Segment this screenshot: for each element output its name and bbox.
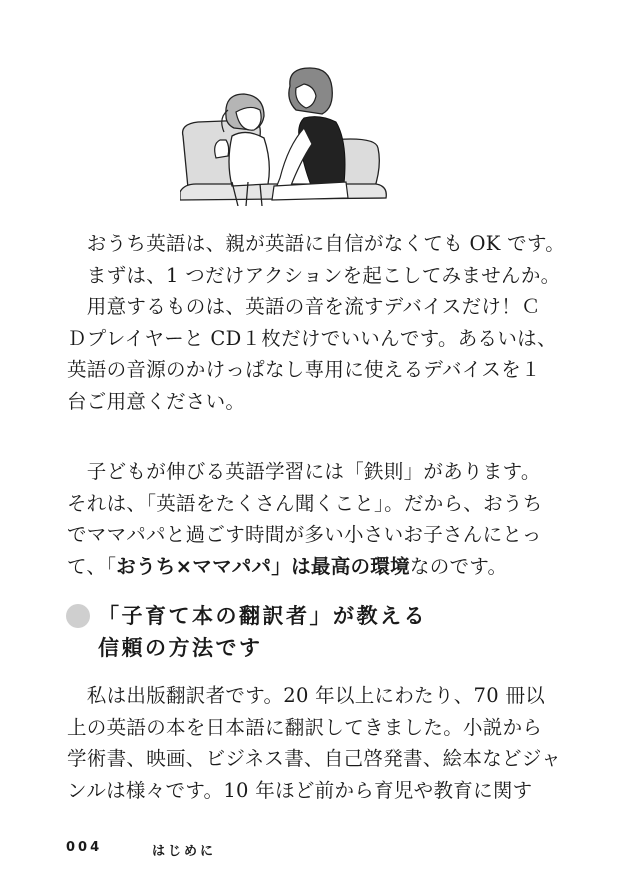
- heading-bullet-icon: [66, 604, 90, 628]
- text-segment: て、「: [67, 554, 117, 578]
- heading-line: 「子育て本の翻訳者」が教える: [98, 604, 427, 628]
- mother-and-child-illustration: [180, 66, 390, 206]
- paragraph-intro: [67, 228, 565, 417]
- text-line: 私は出版翻訳者です。20 年以上にわたり、70 冊以: [67, 684, 546, 707]
- text-line: 子どもが伸びる英語学習には「鉄則」があります。: [67, 460, 541, 483]
- text-line: それは、「英語をたくさん聞くこと」。だから、おうち: [67, 491, 543, 515]
- section-name: はじめに: [152, 844, 217, 859]
- text-line: 上の英語の本を日本語に翻訳してきました。小説から: [67, 715, 543, 739]
- heading-text: [98, 600, 427, 664]
- paragraph-translator: [67, 680, 562, 806]
- text-segment: なのです。: [409, 554, 508, 578]
- heading-line: 信頼の方法です: [98, 636, 263, 660]
- text-line: 英語の音源のかけっぱなし専用に使えるデバイスを１: [67, 358, 541, 381]
- text-line: 学術書、映画、ビジネス書、自己啓発書、絵本などジャ: [67, 747, 562, 770]
- text-line: まずは、1 つだけアクションを起こしてみませんか。: [67, 263, 561, 287]
- emphasis-text: おうち×ママパパ」は最高の環境: [116, 554, 410, 578]
- text-line: おうち英語は、親が英語に自信がなくても OK です。: [67, 232, 565, 255]
- text-line: 台ご用意ください。: [67, 389, 246, 413]
- paragraph-rule: [67, 456, 557, 582]
- text-line-with-emphasis: [67, 551, 557, 583]
- text-line: でママパパと過ごす時間が多い小さいお子さんにとっ: [67, 523, 542, 546]
- text-line: ンルは様々です。10 年ほど前から育児や教育に関す: [67, 778, 533, 802]
- text-line: 用意するものは、英語の音を流すデバイスだけ！Ｃ: [67, 295, 541, 318]
- page-number: 004: [66, 840, 103, 855]
- text-line: Ｄプレイヤーと CD１枚だけでいいんです。あるいは、: [67, 326, 557, 350]
